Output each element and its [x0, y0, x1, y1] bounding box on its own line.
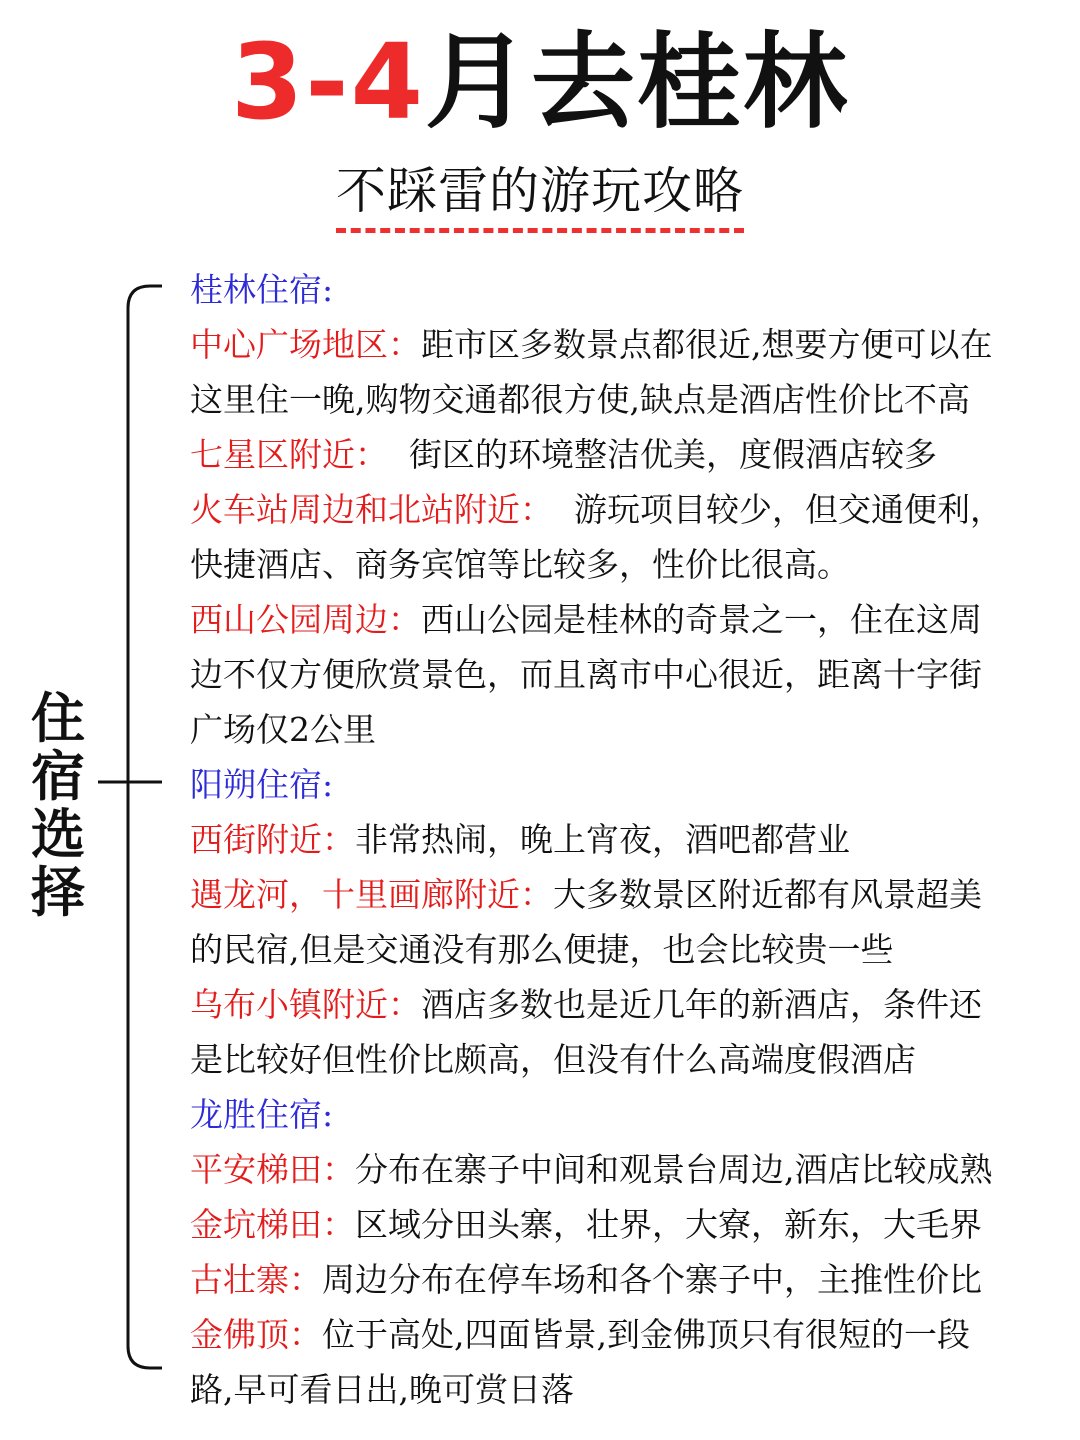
list-item — [190, 1142, 1070, 1197]
page-subtitle: 不踩雷的游玩攻略 — [336, 160, 744, 233]
list-item — [190, 1307, 1070, 1362]
area-description: 距市区多数景点都很近,想要方便可以在 — [421, 325, 993, 364]
list-item-continued: 是比较好但性价比颇高，但没有什么高端度假酒店 — [190, 1040, 916, 1079]
list-item — [190, 812, 1070, 867]
area-name: 金佛顶： — [190, 1315, 322, 1354]
list-item — [190, 1197, 1070, 1252]
side-label-char: 宿 — [31, 745, 85, 808]
list-item — [190, 482, 1070, 537]
area-name: 平安梯田： — [190, 1150, 355, 1189]
title-month-range: 3-4 — [231, 21, 425, 143]
list-item-continued: 这里住一晚,购物交通都很方使,缺点是酒店性价比不高 — [190, 380, 970, 419]
list-item — [190, 867, 1070, 922]
area-description: 非常热闹，晚上宵夜，酒吧都营业 — [355, 820, 850, 859]
list-item — [190, 317, 1070, 372]
section-heading-guilin: 桂林住宿: — [190, 270, 334, 309]
area-description: 区域分田头寨，壮界，大寮，新东，大毛界 — [355, 1205, 982, 1244]
side-label-char: 择 — [31, 861, 85, 924]
area-description: 街区的环境整洁优美，度假酒店较多 — [388, 435, 937, 474]
area-description: 酒店多数也是近几年的新酒店，条件还 — [421, 985, 982, 1024]
list-item — [190, 1252, 1070, 1307]
list-item — [190, 977, 1070, 1032]
list-item-continued: 边不仅方便欣赏景色，而且离市中心很近，距离十字街 — [190, 655, 982, 694]
side-label-char: 选 — [31, 803, 85, 866]
area-name: 遇龙河，十里画廊附近： — [190, 875, 553, 914]
list-item-continued: 快捷酒店、商务宾馆等比较多，性价比很高。 — [190, 545, 850, 584]
area-description: 分布在寨子中间和观景台周边,酒店比较成熟 — [355, 1150, 993, 1189]
area-name: 金坑梯田： — [190, 1205, 355, 1244]
list-item-continued: 广场仅2公里 — [190, 710, 376, 749]
section-heading-longsheng: 龙胜住宿: — [190, 1095, 334, 1134]
side-label — [26, 687, 90, 924]
section-heading-yangshuo: 阳朔住宿: — [190, 765, 334, 804]
area-description: 周边分布在停车场和各个寨子中，主推性价比 — [322, 1260, 982, 1299]
area-name: 西街附近： — [190, 820, 355, 859]
area-description: 游玩项目较少，但交通便利， — [553, 490, 1003, 529]
area-name: 乌布小镇附近： — [190, 985, 421, 1024]
area-description: 位于高处,四面皆景,到金佛顶只有很短的一段 — [322, 1315, 970, 1354]
area-description: 大多数景区附近都有风景超美 — [553, 875, 982, 914]
area-name: 西山公园周边： — [190, 600, 421, 639]
area-description: 西山公园是桂林的奇景之一，住在这周 — [421, 600, 982, 639]
side-label-char: 住 — [31, 687, 85, 750]
title-destination: 月去桂林 — [424, 21, 849, 143]
area-name: 古壮寨： — [190, 1260, 322, 1299]
area-name: 中心广场地区： — [190, 325, 421, 364]
list-item-continued: 路,早可看日出,晚可赏日落 — [190, 1370, 574, 1409]
area-name: 七星区附近： — [190, 435, 388, 474]
list-item — [190, 427, 1070, 482]
list-item — [190, 592, 1070, 647]
list-item-continued: 的民宿,但是交通没有那么便捷，也会比较贵一些 — [190, 930, 894, 969]
accommodation-list — [190, 262, 1070, 1417]
area-name: 火车站周边和北站附近： — [190, 490, 553, 529]
